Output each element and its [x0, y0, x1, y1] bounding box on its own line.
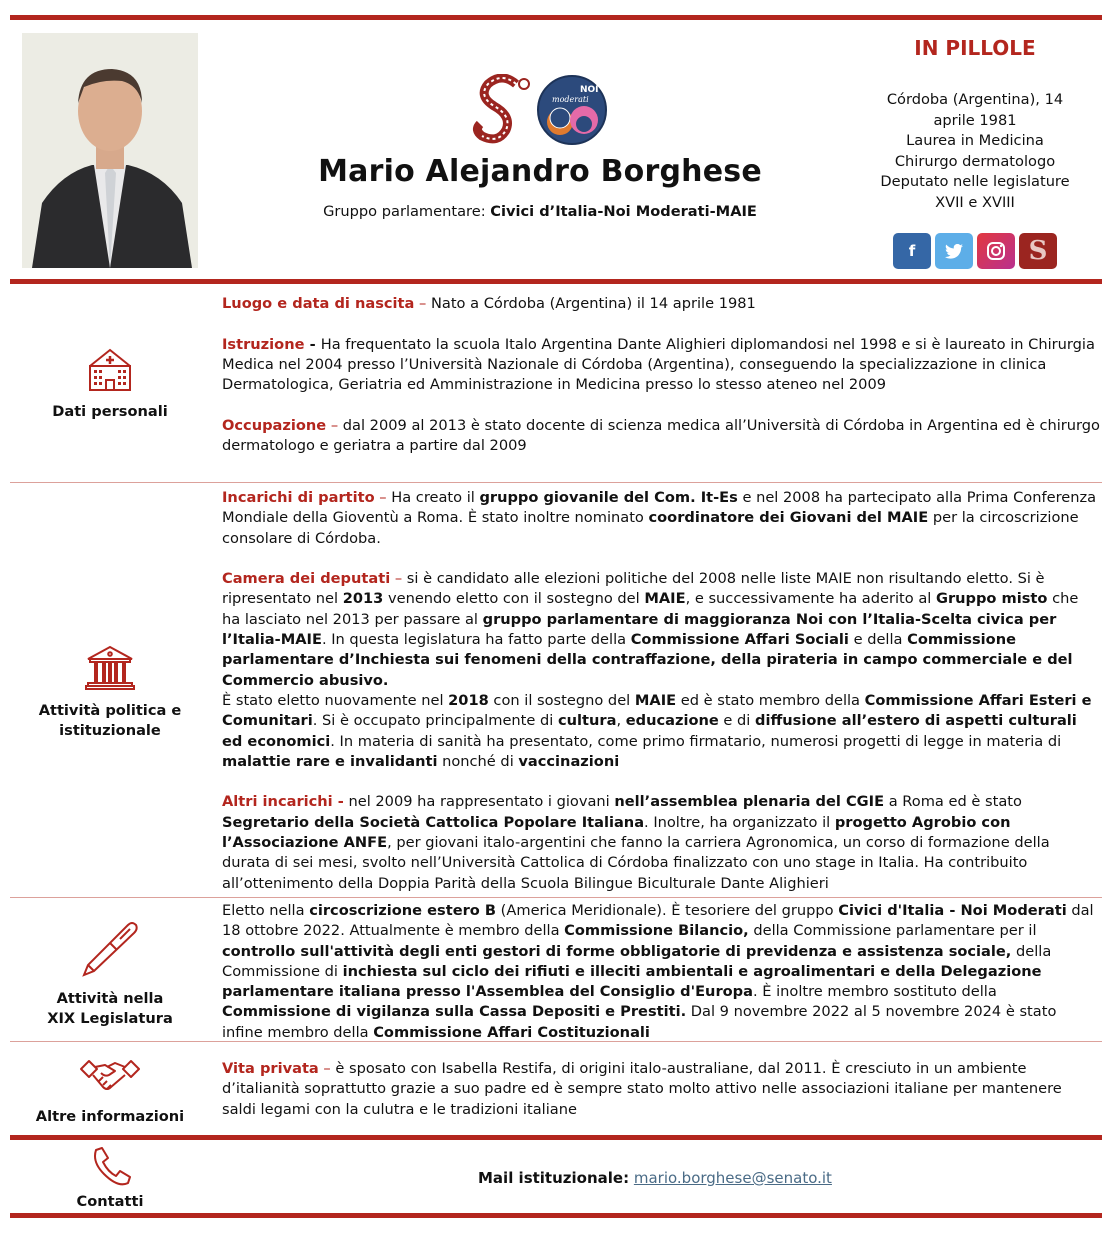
pillole-summary: Córdoba (Argentina), 14 aprile 1981 Laurea in Medicina Chirurgo dermatologo Deputato nelle legislature XVII e XVIII	[880, 91, 1070, 211]
section-label-contatti: Contatti	[10, 1146, 210, 1212]
svg-text:NOI: NOI	[580, 85, 599, 95]
divider	[10, 1041, 1102, 1042]
other-roles-paragraph: Altri incarichi - nel 2009 ha rappresentato i giovani nell’assemblea plenaria del CGIE a Roma ed è stato Segretario della Società Cattolica Popolare Italiana. Inoltre, ha organizzato il progetto Agrobio con l’Associazione ANFE, per giovani italo-argentini che fanno la carriera Agronomica, un corso di formazione della durata di sei mesi, svolto nell’Università Cattolica di Córdoba finalizzato con uno stage in Italia. Ha contribuito all’ottenimento della Doppia Parità della Scuola Bilingue Biculturale Dante Alighieri	[222, 793, 1050, 892]
facebook-icon[interactable]: f	[893, 233, 931, 269]
profile-header	[10, 22, 1102, 278]
divider	[10, 482, 1102, 483]
section-dati-personali	[10, 292, 1102, 478]
institutional-mail: Mail istituzionale: mario.borghese@senato.it	[478, 1169, 832, 1187]
hospital-icon	[82, 348, 138, 392]
twitter-icon[interactable]	[935, 233, 973, 269]
mail-link[interactable]: mario.borghese@senato.it	[633, 1169, 832, 1187]
section-altre-informazioni	[10, 1043, 1102, 1133]
section-content-dati-personali	[222, 294, 1100, 456]
instagram-icon[interactable]	[977, 233, 1015, 269]
section-label-dati-personali: Dati personali	[10, 348, 210, 422]
profile-photo	[22, 33, 198, 268]
section-xix-legislatura	[10, 899, 1102, 1041]
handshake-icon	[79, 1057, 141, 1097]
logos	[240, 74, 840, 146]
section-content-xix-legislatura	[222, 901, 1100, 1043]
deputy-name: Mario Alejandro Borghese	[318, 154, 762, 189]
social-links	[855, 233, 1095, 269]
section-label-attivita-politica: Attività politica e istituzionale	[10, 645, 210, 741]
phone-icon	[88, 1146, 132, 1186]
section-label-altre-informazioni: Altre informazioni	[10, 1057, 210, 1127]
pen-icon	[80, 919, 140, 979]
header-center	[240, 74, 840, 220]
top-divider	[10, 15, 1102, 20]
birth-paragraph: Luogo e data di nascita – Nato a Córdoba (Argentina) il 14 aprile 1981	[222, 295, 756, 312]
party-roles-paragraph: Incarichi di partito – Ha creato il gruppo giovanile del Com. It-Es e nel 2008 ha partecipato alla Prima Conferenza Mondiale della Gioventù a Roma. È stato inoltre nominato coordinatore dei Giovani del MAIE per la circoscrizione consolare di Córdoba.	[222, 489, 1097, 547]
divider	[10, 897, 1102, 898]
section-attivita-politica	[10, 487, 1102, 897]
section-label-xix-legislatura: Attività nella XIX Legislatura	[10, 919, 210, 1029]
section-content-attivita-politica	[222, 488, 1100, 894]
bottom-divider	[10, 1213, 1102, 1218]
divider-thick	[10, 1135, 1102, 1140]
chamber-paragraph: Camera dei deputati – si è candidato alle elezioni politiche del 2008 nelle liste MAIE non risultando eletto. Si è ripresentato nel 2013 venendo eletto con il sostegno del MAIE, e successivamente ha aderito al Gruppo misto che ha lasciato nel 2013 per passare al gruppo parlamentare di maggioranza Noi con l’Italia-Scelta civica per l’Italia-MAIE. In questa legislatura ha fatto parte della Commissione Affari Sociali e della Commissione parlamentare d’Inchiesta sui fenomeni della contraffazione, della pirateria in campo commerciale e del Commercio abusivo. È stato eletto nuovamente nel 2018 con il sostegno del MAIE ed è stato membro della Commissione Affari Esteri e Comunitari. Si è occupato principalmente di cultura, educazione e di diffusione all’estero di aspetti culturali ed economici. In materia di sanità ha presentato, come primo firmatario, numerosi progetti di legge in materia di malattie rare e invalidanti nonché di vaccinazioni	[222, 570, 1092, 770]
institution-icon	[84, 645, 136, 691]
pillole-title: IN PILLOLE	[914, 36, 1036, 60]
parliamentary-group: Gruppo parlamentare: Civici d’Italia-Noi Moderati-MAIE	[323, 203, 757, 220]
private-life-paragraph: Vita privata – è sposato con Isabella Restifa, di origini italo-australiane, dal 2011. È cresciuto in un ambiente d’italianità soprattutto grazie a suo padre ed è sempre stato molto attivo nelle associazioni italiane per mantenere saldi legami con la culutra e le tradizioni italiane	[222, 1060, 1062, 1118]
occupation-paragraph: Occupazione – dal 2009 al 2013 è stato docente di scienza medica all’Università di Córdoba in Argentina ed è chirurgo dermatologo e geriatra a partire dal 2009	[222, 416, 1100, 455]
xix-paragraph: Eletto nella circoscrizione estero B (America Meridionale). È tesoriere del gruppo Civici d'Italia - Noi Moderati dal 18 ottobre 2022. Attualmente è membro della Commissione Bilancio, della Commissione parlamentare per il controllo sull'attività degli enti gestori di forme obbligatorie di previdenza e assistenza sociale, della Commissione di inchiesta sul ciclo dei rifiuti e illeciti ambientali e agroalimentari e della Delegazione parlamentare italiana presso l'Assemblea del Consiglio d'Europa. È inoltre membro sostituto della Commissione di vigilanza sulla Cassa Depositi e Prestiti. Dal 9 novembre 2022 al 5 novembre 2024 è stato infine membro della Commissione Affari Costituzionali	[222, 902, 1094, 1041]
noi-moderati-logo-icon	[536, 74, 608, 146]
education-paragraph: Istruzione - Ha frequentato la scuola Italo Argentina Dante Alighieri diplomandosi nel 1998 e si è laureato in Chirurgia Medica nel 2004 presso l’Università Nazionale di Córdoba (Argentina), conseguendo la specializzazione in clinica Dermatologica, Geriatria ed Amministrazione in Medicina presso lo stesso ateneo nel 2009	[222, 335, 1095, 394]
svg-text:moderati: moderati	[552, 95, 589, 104]
section-content-altre-informazioni	[222, 1059, 1100, 1120]
senato-logo-icon	[472, 74, 534, 146]
header-divider	[10, 279, 1102, 284]
senato-icon[interactable]: S	[1019, 233, 1057, 269]
in-pillole-box	[855, 36, 1095, 269]
